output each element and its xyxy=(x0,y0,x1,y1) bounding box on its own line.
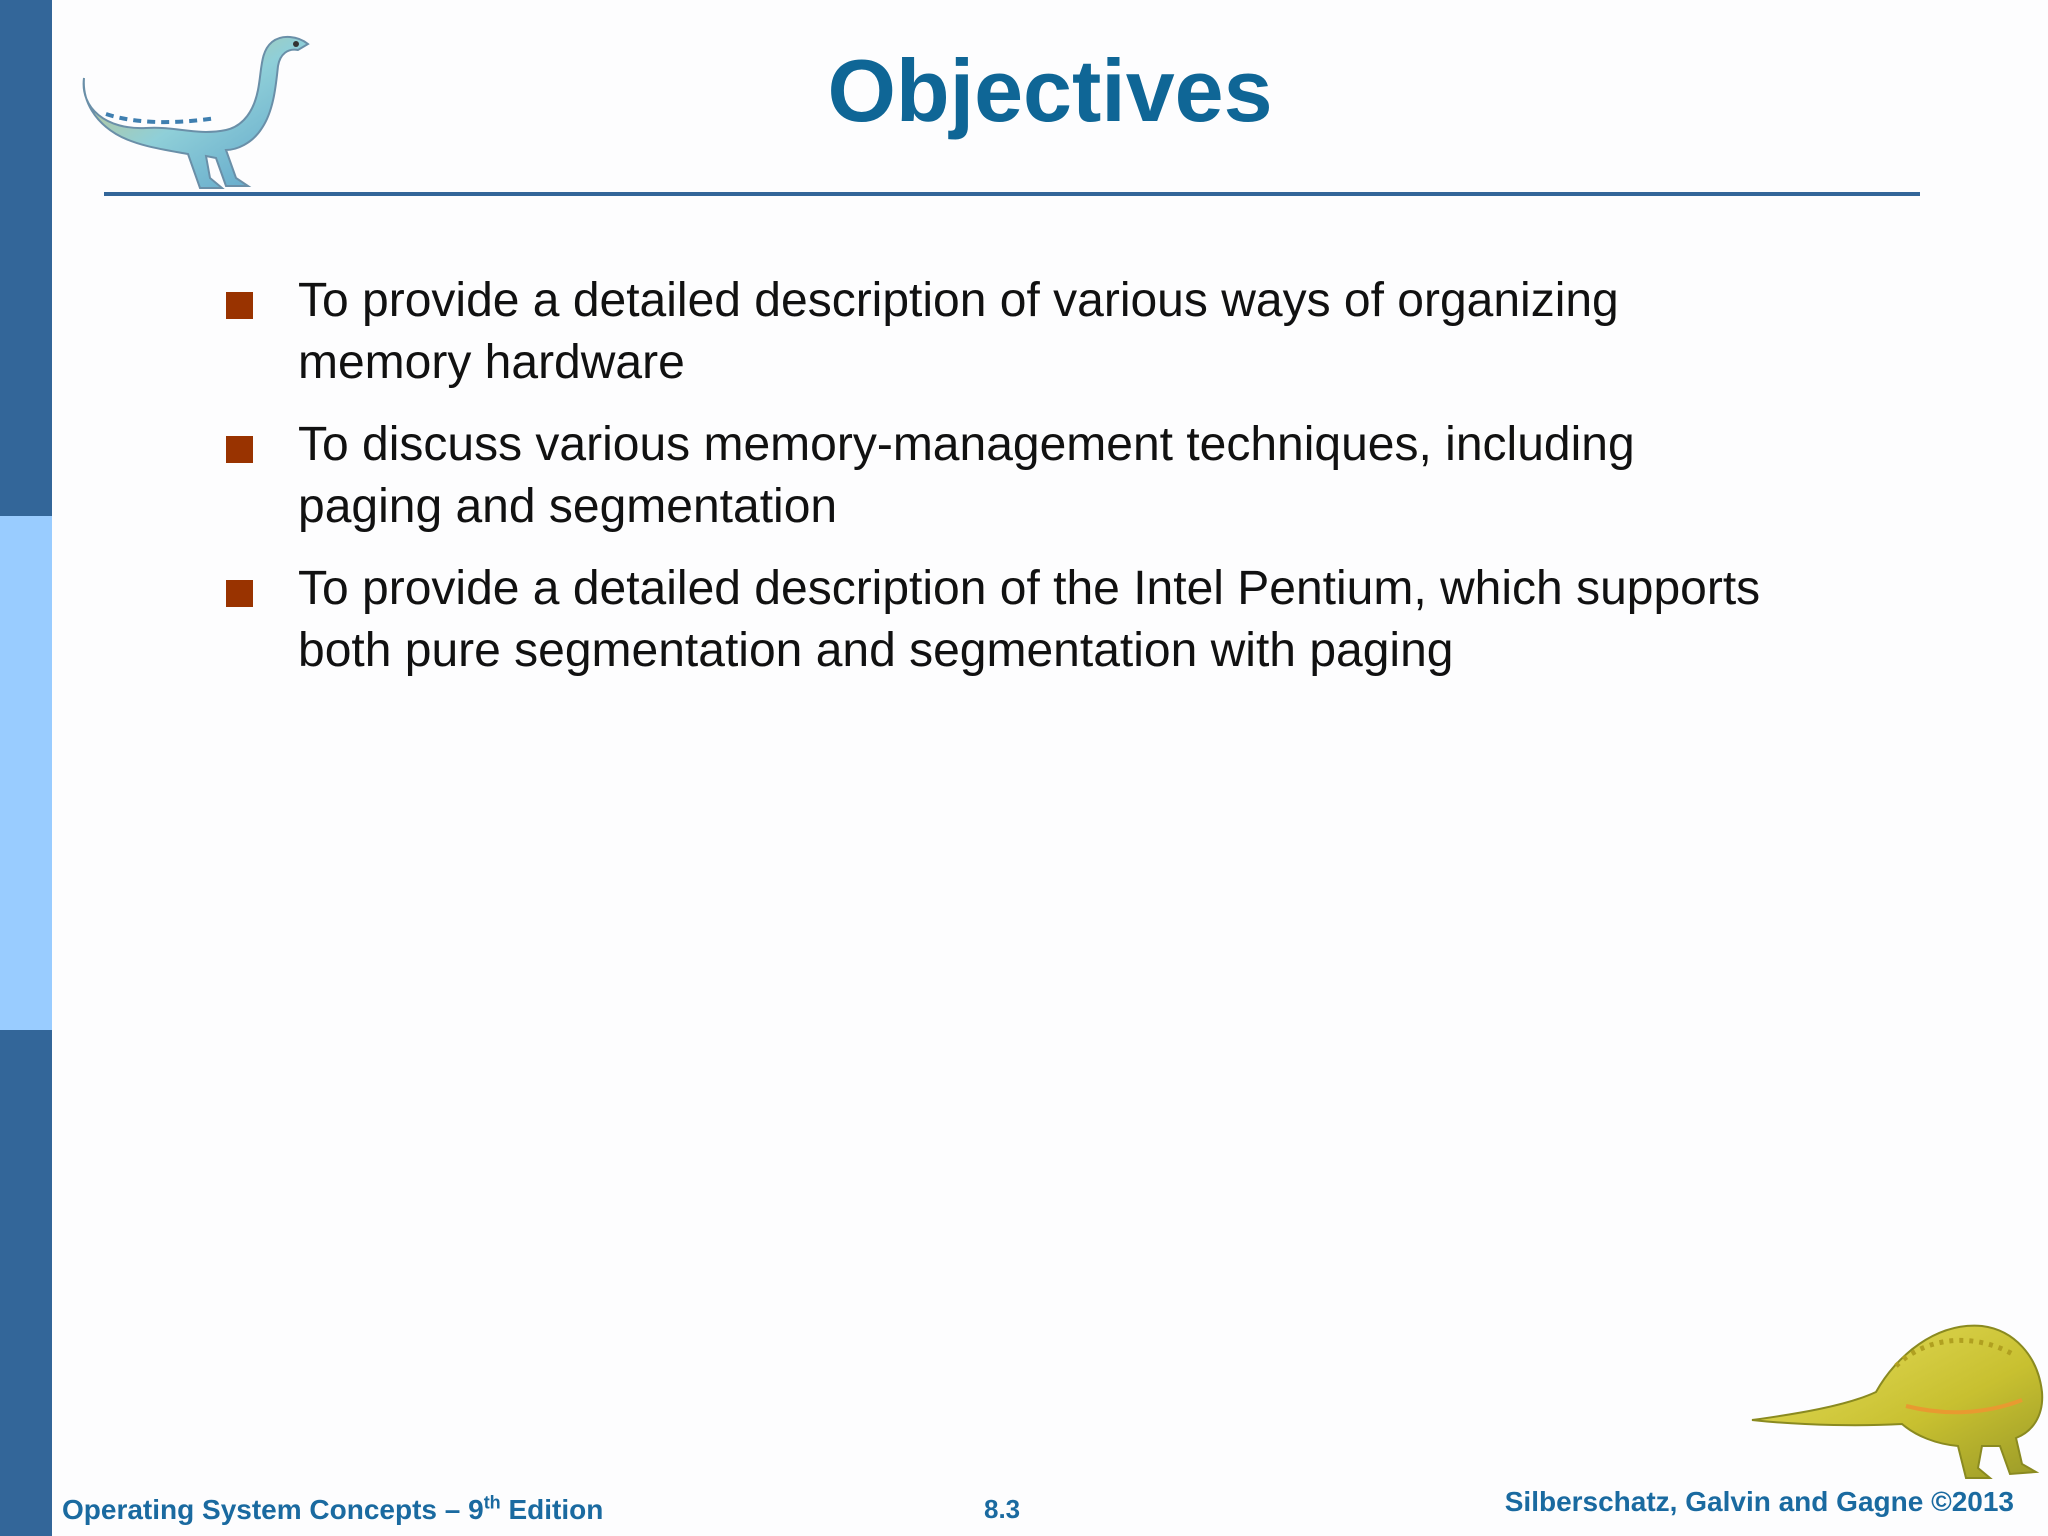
bullet-text: To provide a detailed description of various ways of organizing memory hardware xyxy=(298,274,1619,389)
sidebar-band-bottom xyxy=(0,1030,52,1536)
footer-book-title: Operating System Concepts – 9th Edition xyxy=(62,1492,604,1525)
slide-title: Objectives xyxy=(827,41,1273,140)
list-item xyxy=(222,558,1782,682)
footer-slide-number: 8.3 xyxy=(984,1494,1021,1524)
sidebar-band-middle xyxy=(0,516,52,1030)
square-bullet-icon xyxy=(226,436,253,463)
bullet-text: To provide a detailed description of the Intel Pentium, which supports both pure segmentation and segmentation with paging xyxy=(298,562,1761,677)
dinosaur-bottom-right-icon xyxy=(1746,1296,2046,1482)
list-item xyxy=(222,270,1782,394)
sidebar-band-top xyxy=(0,0,52,516)
footer-copyright: Silberschatz, Galvin and Gagne ©2013 xyxy=(1504,1486,2014,1517)
list-item xyxy=(222,414,1782,538)
bullet-list xyxy=(222,270,1782,702)
title-divider xyxy=(104,192,1920,196)
bullet-text: To discuss various memory-management techniques, including paging and segmentation xyxy=(298,418,1635,533)
square-bullet-icon xyxy=(226,580,253,607)
square-bullet-icon xyxy=(226,292,253,319)
